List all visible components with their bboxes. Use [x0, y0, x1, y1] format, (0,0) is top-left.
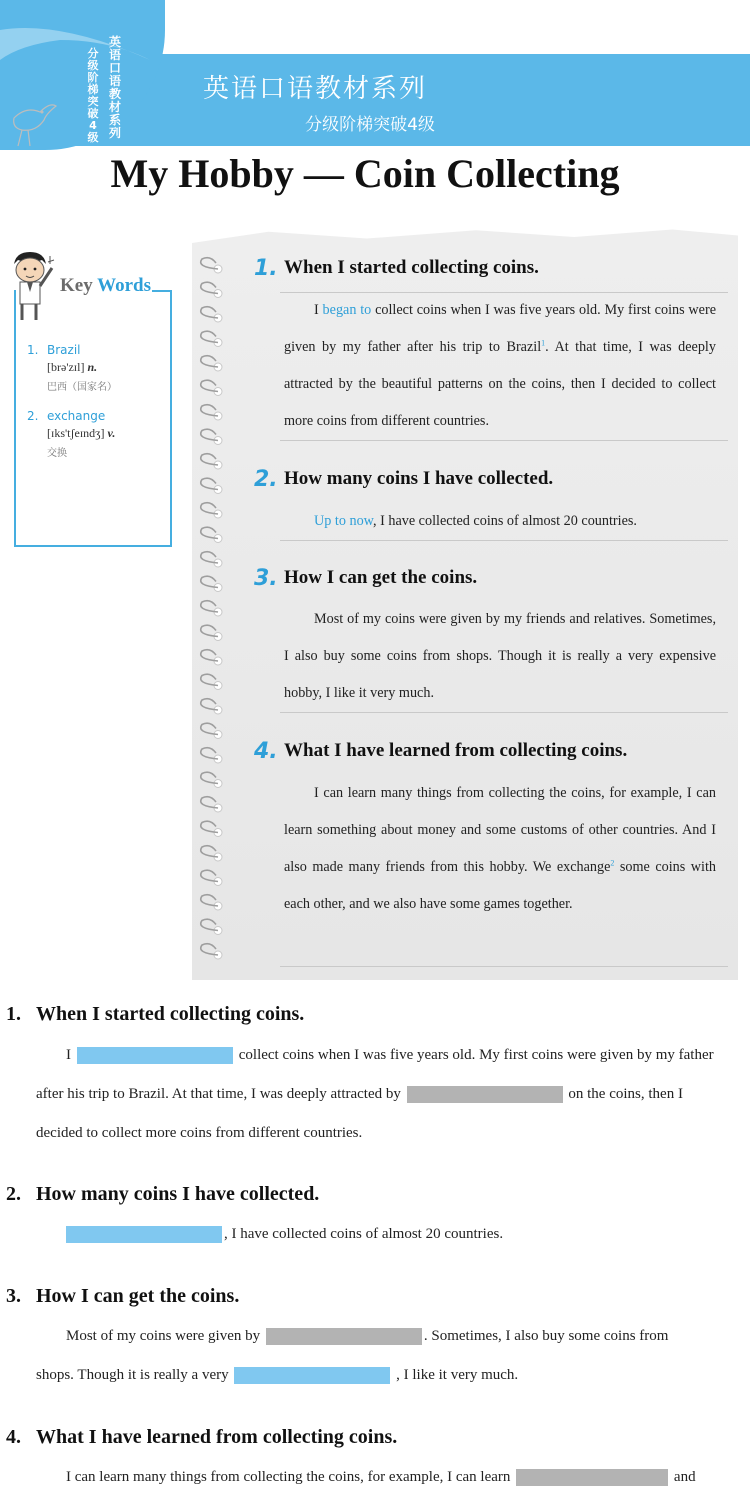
notepad-ring: [201, 429, 222, 444]
notepad-ring: [201, 895, 222, 910]
notepad-ring: [201, 870, 222, 885]
exercise-line: , I have collected coins of almost 20 countries.: [66, 1226, 503, 1243]
level-name-vertical: 分级阶梯突破4级: [87, 47, 99, 144]
notepad-ring: [201, 331, 222, 346]
ruled-line: [280, 712, 728, 713]
exercise-line: I can learn many things from collecting the coins, for example, I can learn and: [66, 1469, 696, 1485]
series-subtitle: 分级阶梯突破4级: [305, 115, 435, 135]
highlighted-phrase: began to: [322, 302, 372, 318]
series-name-vertical: 英语口语教材系列: [108, 35, 121, 140]
answer-blank[interactable]: [77, 1047, 233, 1064]
answer-blank[interactable]: [516, 1469, 668, 1486]
answer-blank[interactable]: [66, 1226, 222, 1243]
exercise-line: after his trip to Brazil. At that time, I was deeply attracted by on the coins, then I: [36, 1086, 683, 1102]
notepad-ring: [201, 405, 222, 420]
notepad-ring: [201, 723, 222, 738]
section-paragraph: Up to now, I have collected coins of almost 20 countries.: [314, 513, 637, 529]
notepad-ring: [201, 748, 222, 763]
ruled-line: [280, 540, 728, 541]
meaning: 交换: [47, 448, 67, 459]
phonetic: [brə'zɪl]: [47, 360, 85, 374]
notepad-ring: [201, 356, 222, 371]
page-title: My Hobby — Coin Collecting: [110, 151, 620, 196]
notepad-ring: [201, 478, 222, 493]
exercise-line: Most of my coins were given by . Sometimes, I also buy some coins from: [66, 1328, 669, 1344]
answer-blank[interactable]: [266, 1328, 422, 1345]
section-number: 2.: [254, 467, 278, 492]
footnote-marker: 1: [541, 338, 546, 348]
notepad-ring: [201, 601, 222, 616]
notepad-ring: [201, 552, 222, 567]
notepad-ring: [201, 699, 222, 714]
notepad-ring: [201, 625, 222, 640]
notepad-ring: [201, 944, 222, 959]
exercise-heading: 3. How I can get the coins.: [6, 1285, 240, 1307]
notepad-ring: [201, 797, 222, 812]
notepad-ring: [201, 258, 222, 273]
notepad-ring: [201, 380, 222, 395]
section-heading: How many coins I have collected.: [284, 468, 554, 489]
key-words-box-topline: [152, 290, 172, 292]
key-word: Brazil: [47, 343, 81, 357]
answer-blank[interactable]: [407, 1086, 563, 1103]
section-number: 3.: [254, 566, 278, 591]
ruled-line: [280, 966, 728, 967]
section-number: 1.: [254, 256, 278, 281]
bird-sketch-icon: [6, 88, 58, 150]
exercise-heading: 1. When I started collecting coins.: [6, 1003, 305, 1025]
phonetic: [ɪks'tʃeɪndʒ]: [47, 426, 105, 440]
notepad-ring: [201, 674, 222, 689]
notepad-ring: [201, 527, 222, 542]
notepad-ring: [201, 576, 222, 591]
notepad-ring: [201, 307, 222, 322]
section-heading: What I have learned from collecting coins.: [284, 740, 628, 761]
series-title: 英语口语教材系列: [202, 74, 427, 104]
section-paragraph: I can learn many things from collecting the coins, for example, I can learn something about money and some customs of other countries. And I also made many friends from this hobby. We exchange$^2$ some coins with each other, and we also have some games together.: [284, 785, 716, 912]
section-paragraph: Most of my coins were given by my friends and relatives. Sometimes, I also buy some coins from shops. Though it is really a very expensive hobby, I like it very much.: [284, 611, 716, 701]
notepad-ring-binding: [192, 255, 228, 975]
notepad-ring: [201, 503, 222, 518]
key-word-item: 1. Brazil [brə'zɪl] n. 巴西（国家名）: [27, 343, 117, 393]
key-word: exchange: [47, 409, 106, 423]
section-heading: When I started collecting coins.: [284, 257, 539, 278]
notepad-ring: [201, 919, 222, 934]
exercise-heading: 2. How many coins I have collected.: [6, 1183, 320, 1205]
notepad-ring: [201, 821, 222, 836]
exercise-line: shops. Though it is really a very , I like it very much.: [36, 1367, 519, 1383]
exercise-heading: 4. What I have learned from collecting coins.: [6, 1426, 398, 1448]
key-word-item: 2. exchange [ɪks'tʃeɪndʒ] v. 交换: [27, 409, 116, 459]
notepad-ring: [201, 454, 222, 469]
footnote-marker: 2: [610, 858, 615, 868]
notepad-ring: [201, 650, 222, 665]
notepad-ring: [201, 846, 222, 861]
section-number: 4.: [254, 739, 278, 764]
exercise-line: decided to collect more coins from different countries.: [36, 1125, 363, 1141]
answer-blank[interactable]: [234, 1367, 390, 1384]
notepad-ring: [201, 772, 222, 787]
notepad-ring: [201, 282, 222, 297]
highlighted-phrase: Up to now: [314, 513, 373, 529]
section-heading: How I can get the coins.: [284, 567, 478, 588]
section-paragraph: I began to collect coins when I was five years old. My first coins were given by my father after his trip to Brazil$^1$. At that time, I was deeply attracted by the beautiful patterns on the coins, then I decided to collect more coins from different countries.: [284, 302, 716, 429]
meaning: 巴西（国家名）: [47, 382, 117, 393]
key-words-heading: Key Words: [60, 275, 151, 296]
exercise-line: I collect coins when I was five years old. My first coins were given by my father: [66, 1047, 714, 1063]
ruled-line: [280, 440, 728, 441]
